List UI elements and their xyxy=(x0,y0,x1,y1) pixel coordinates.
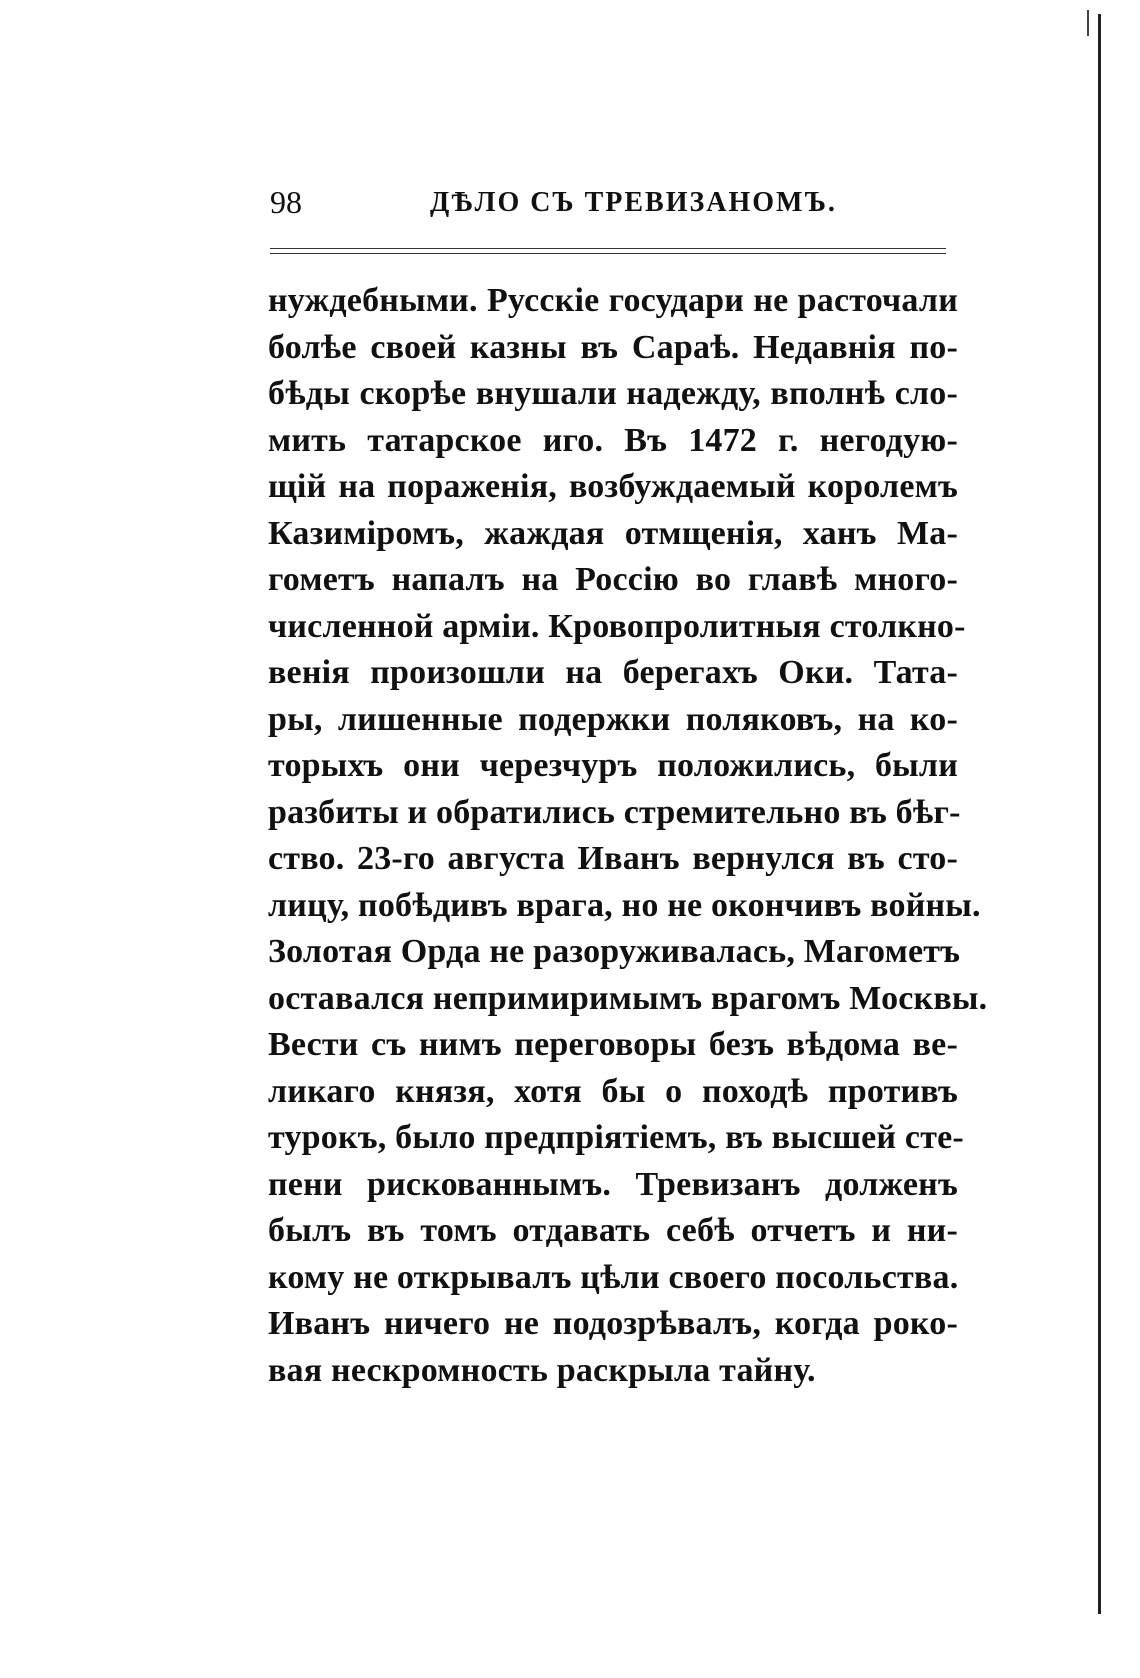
text-line: Вести съ нимъ переговоры безъ вѣдома ве- xyxy=(268,1026,958,1063)
text-line: кому не открывалъ цѣли своего посольства. xyxy=(268,1258,959,1296)
page-edge-mark xyxy=(1087,10,1089,36)
running-title: ДѢЛО СЪ ТРЕВИЗАНОМЪ. xyxy=(430,187,837,218)
text-line: гометъ напалъ на Россію во главѣ много- xyxy=(268,561,958,598)
text-line: ство. 23-го августа Иванъ вернулся въ сто- xyxy=(268,840,958,877)
text-line: щій на пораженія, возбуждаемый королемъ xyxy=(268,468,958,505)
text-line: ликаго князя, хотя бы о походѣ противъ xyxy=(268,1072,958,1110)
text-line: оставался непримиримымъ врагомъ Москвы. xyxy=(268,979,988,1017)
text-line: Казиміромъ, жаждая отмщенія, ханъ Ма- xyxy=(268,514,958,552)
text-line: Золотая Орда не разоруживалась, Магометъ xyxy=(268,933,961,970)
text-line: бѣды скорѣе внушали надежду, вполнѣ сло- xyxy=(268,375,958,412)
text-line: былъ въ томъ отдавать себѣ отчетъ и ни- xyxy=(268,1212,958,1249)
text-line: Иванъ ничего не подозрѣвалъ, когда роко- xyxy=(268,1305,958,1342)
page-number: 98 xyxy=(270,184,302,220)
text-line: мить татарское иго. Въ 1472 г. негодую- xyxy=(268,421,958,459)
page-edge-line xyxy=(1098,14,1101,1614)
text-line: торыхъ они черезчуръ положились, были xyxy=(268,747,958,784)
text-line: численной арміи. Кровопролитныя столкно- xyxy=(268,607,966,645)
body-text xyxy=(268,278,988,1394)
text-line: венія произошли на берегахъ Оки. Тата- xyxy=(268,654,958,691)
text-line: разбиты и обратились стремительно въ бѣг- xyxy=(268,793,961,831)
text-line: вая нескромность раскрыла тайну. xyxy=(268,1351,816,1389)
text-line: турокъ, было предпріятіемъ, въ высшей сте- xyxy=(268,1119,964,1156)
page-header xyxy=(270,182,946,232)
text-line: нуждебными. Русскіе государи не расточали xyxy=(268,282,958,319)
text-line: лицу, побѣдивъ врага, но не окончивъ войны. xyxy=(268,886,981,924)
header-rule xyxy=(270,248,946,254)
text-line: пени рискованнымъ. Тревизанъ долженъ xyxy=(268,1165,958,1203)
text-line: ры, лишенные подержки поляковъ, на ко- xyxy=(268,700,958,738)
text-line: болѣе своей казны въ Сараѣ. Недавнія по- xyxy=(268,328,958,366)
